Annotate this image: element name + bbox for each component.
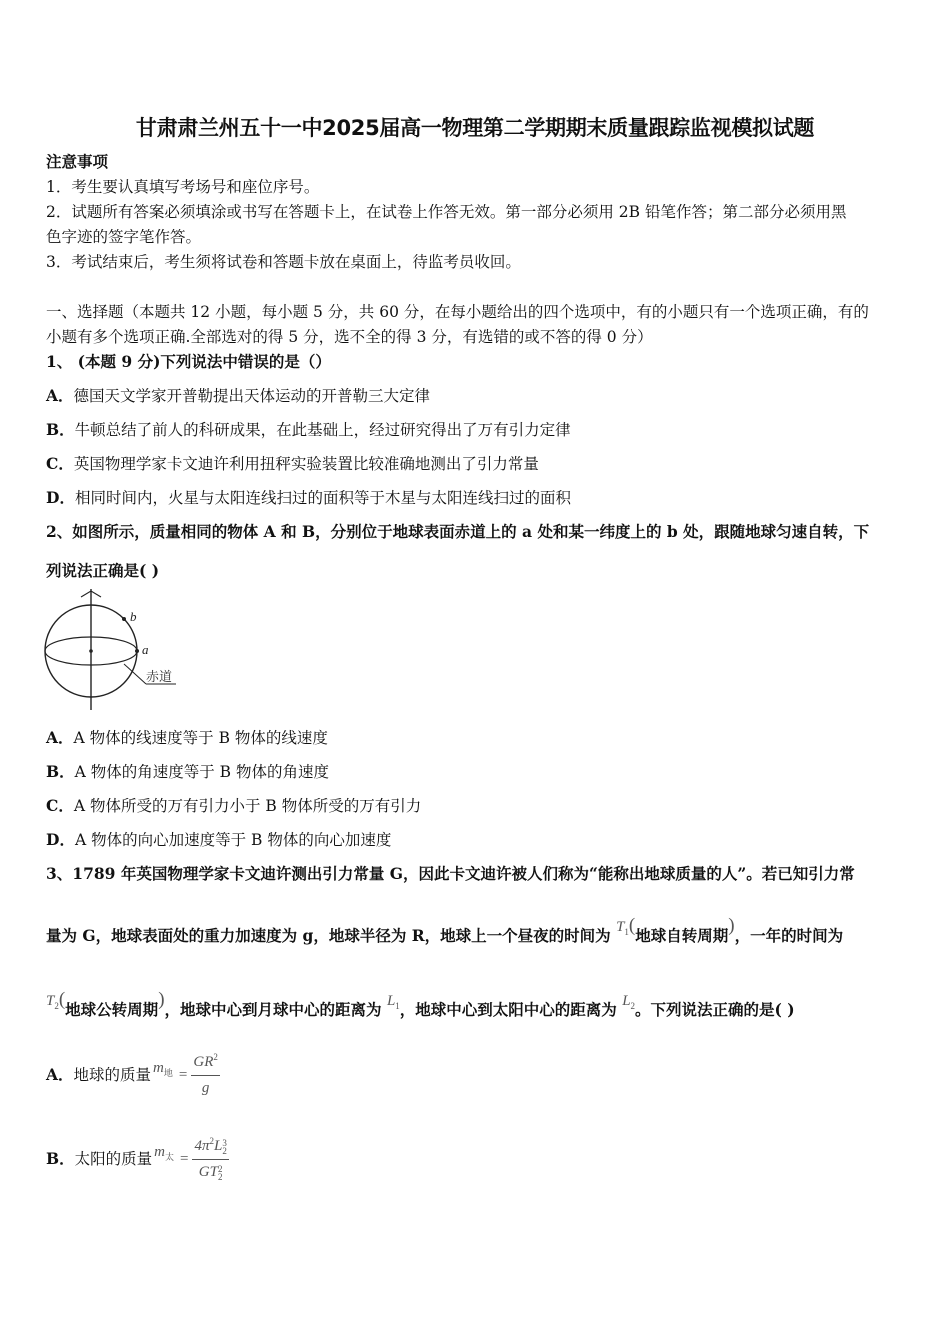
option-text: 地球的质量 [73, 1066, 152, 1084]
label-b: b [130, 609, 137, 624]
option-text: 太阳的质量 [74, 1150, 153, 1168]
option-text: A 物体的角速度等于 B 物体的角速度 [74, 763, 329, 781]
equals-sign: = [178, 1067, 188, 1083]
paren-close: ) [728, 915, 735, 936]
num-l-sub: 2 [222, 1145, 227, 1156]
t1-sub: 1 [624, 927, 629, 937]
symbol-t1 [616, 915, 636, 937]
q2-stem-line1: 2、如图所示，质量相同的物体 A 和 B，分别位于地球表面赤道上的 a 处和某一纬度上的 b 处，跟随地球匀速自转，下 [46, 522, 870, 541]
option-text: 德国天文学家开普勒提出天体运动的开普勒三大定律 [73, 387, 431, 405]
option-text: 相同时间内，火星与太阳连线扫过的面积等于木星与太阳连线扫过的面积 [74, 489, 571, 507]
t1-main: T [616, 919, 625, 935]
mass-sun-symbol [154, 1142, 174, 1164]
num-main: GR [193, 1054, 214, 1070]
earth-center-dot [89, 649, 93, 653]
option-text: 英国物理学家卡文迪许利用扭秤实验装置比较准确地测出了引力常量 [73, 455, 539, 473]
q1-option-c [46, 454, 539, 474]
q1-option-d [46, 488, 571, 508]
l1-main: L [386, 993, 396, 1009]
q3-line2-text-b: 地球自转周期 [635, 926, 729, 945]
q2-option-d [46, 830, 391, 850]
option-letter: B． [46, 1149, 75, 1168]
option-letter: A． [46, 1065, 74, 1084]
m-sub: 太 [164, 1153, 174, 1163]
q3-option-a [46, 1050, 220, 1100]
section-heading-line1: 一、选择题（本题共 12 小题，每小题 5 分，共 60 分，在每小题给出的四个选项中，有的小题只有一个选项正确，有的 [46, 303, 869, 321]
earth-rotation-figure [36, 586, 186, 714]
q3-line3 [46, 989, 795, 1022]
q3-line3-text-a: 地球公转周期 [65, 1000, 159, 1019]
m-sub: 地 [163, 1069, 173, 1079]
mass-earth-symbol [153, 1058, 173, 1080]
label-equator: 赤道 [146, 670, 173, 685]
option-letter: A． [46, 386, 74, 405]
label-a: a [142, 642, 149, 657]
num-sup: 2 [209, 1136, 214, 1146]
earth-mass-fraction [191, 1052, 220, 1098]
option-letter: D． [46, 830, 75, 849]
fraction-denominator [192, 1160, 228, 1182]
q2-option-c [46, 796, 421, 816]
q1-option-a [46, 386, 430, 406]
fraction-numerator [192, 1136, 228, 1160]
equals-sign: = [179, 1151, 189, 1167]
q3-line2 [46, 915, 844, 948]
q3-line3-text-b: ，地球中心到月球中心的距离为 [164, 1000, 382, 1019]
paren-open: ( [628, 915, 636, 936]
notice-item-1: 1．考生要认真填写考场号和座位序号。 [46, 178, 320, 196]
q3-line3-text-c: ，地球中心到太阳中心的距离为 [399, 1000, 617, 1019]
symbol-l2 [622, 993, 635, 1009]
den-sup: 2 [217, 1163, 223, 1174]
num-l-sup: 3 [222, 1137, 227, 1148]
paren-open: ( [58, 989, 66, 1010]
option-text: 牛顿总结了前人的科研成果，在此基础上，经过研究得出了万有引力定律 [74, 421, 571, 439]
point-a-dot [135, 649, 139, 653]
option-text: A 物体所受的万有引力小于 B 物体所受的万有引力 [73, 797, 422, 815]
num-sup: 2 [213, 1052, 218, 1062]
option-letter: D． [46, 488, 75, 507]
notice-item-2: 2．试题所有答案必须填涂或书写在答题卡上，在试卷上作答无效。第一部分必须用 2B 铅笔作答；第二部分必须用黑 [46, 203, 847, 221]
m-main: m [153, 1060, 164, 1076]
q3-line1: 3、1789 年英国物理学家卡文迪许测出引力常量 G，因此卡文迪许被人们称为“能称出地球质量的人”。若已知引力常 [46, 864, 855, 883]
t2-sub: 2 [54, 1001, 59, 1011]
fraction-numerator [191, 1052, 220, 1076]
notice-item-2-cont: 色字迹的签字笔作答。 [46, 228, 202, 246]
q3-line2-text-a: 量为 G，地球表面处的重力加速度为 g，地球半径为 R，地球上一个昼夜的时间为 [46, 926, 611, 945]
q1-option-b [46, 420, 571, 440]
num-l: L [213, 1138, 223, 1154]
point-b-dot [122, 617, 126, 621]
option-letter: B． [46, 762, 75, 781]
section-heading-line2: 小题有多个选项正确.全部选对的得 5 分，选不全的得 3 分，有选错的或不答的得 0 分） [46, 328, 653, 346]
den-scripts [218, 1165, 223, 1181]
q3-option-b [46, 1132, 229, 1186]
num-l-scripts [222, 1139, 227, 1155]
t2-main: T [46, 993, 55, 1009]
page-title: 甘肃肃兰州五十一中2025届高一物理第二学期期末质量跟踪监视模拟试题 [135, 116, 815, 140]
den-main: GT [198, 1164, 218, 1180]
l2-main: L [622, 993, 631, 1009]
q1-stem: 1、 (本题 9 分)下列说法中错误的是（） [46, 352, 331, 371]
q2-option-a [46, 728, 328, 748]
symbol-t2 [46, 989, 66, 1011]
sun-mass-fraction [192, 1136, 228, 1182]
den-sub: 2 [217, 1171, 223, 1182]
equator-pointer [124, 664, 146, 684]
option-letter: C． [46, 454, 74, 473]
m-main: m [154, 1144, 165, 1160]
l2-sub: 2 [630, 1001, 636, 1011]
notice-item-3: 3．考试结束后，考生须将试卷和答题卡放在桌面上，待监考员收回。 [46, 253, 521, 271]
l1-sub: 1 [395, 1001, 400, 1011]
option-text: A 物体的线速度等于 B 物体的线速度 [73, 729, 328, 747]
notice-heading: 注意事项 [46, 152, 109, 171]
paren-close: ) [158, 989, 165, 1010]
option-text: A 物体的向心加速度等于 B 物体的向心加速度 [74, 831, 392, 849]
q2-stem-line2: 列说法正确是( ) [46, 561, 160, 580]
fraction-denominator: g [201, 1080, 210, 1096]
symbol-l1 [387, 993, 400, 1009]
option-letter: B． [46, 420, 75, 439]
option-letter: C． [46, 796, 74, 815]
q3-line2-text-c: ，一年的时间为 [734, 926, 844, 945]
q2-option-b [46, 762, 329, 782]
num-main: 4π [194, 1138, 210, 1154]
q3-line3-text-d: 。下列说法正确的是( ) [635, 1000, 795, 1019]
option-letter: A． [46, 728, 74, 747]
